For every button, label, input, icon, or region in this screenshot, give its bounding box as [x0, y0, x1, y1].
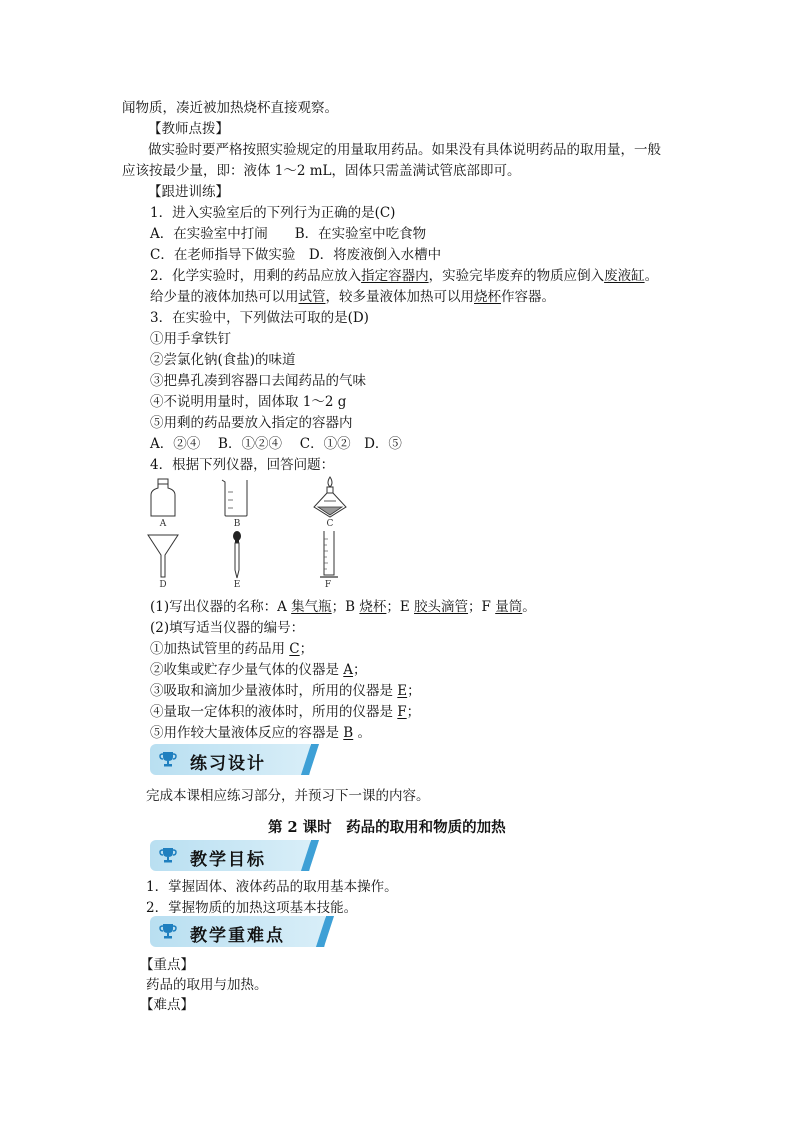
text-line: 应该按最少量，即：液体 1～2 mL，固体只需盖满试管底部即可。 — [122, 163, 521, 179]
key-points-text: 药品的取用与加热。 — [146, 977, 268, 993]
list-item: ②收集或贮存少量气体的仪器是 A； — [150, 662, 367, 678]
list-item: ⑤用作较大量液体反应的容器是 B 。 — [150, 725, 372, 741]
beaker-figure — [220, 478, 252, 518]
figure-label-c: C — [326, 519, 334, 529]
section-banner-keys — [150, 916, 325, 947]
list-item: ④不说明用量时，固体取 1～2 g — [150, 394, 347, 410]
question-4: 4．根据下列仪器，回答问题： — [150, 457, 335, 473]
answer-blank: 量筒 — [495, 599, 523, 615]
section-title: 练习设计 — [190, 754, 266, 774]
answer-blank: F — [397, 704, 407, 720]
funnel-figure — [146, 533, 180, 579]
dropper-figure — [231, 530, 243, 580]
list-item: ①用手拿铁钉 — [150, 331, 231, 347]
figure-label-f: F — [324, 580, 332, 590]
answer-blank: A — [343, 662, 354, 678]
text-line: 完成本课相应练习部分，并预习下一课的内容。 — [146, 788, 430, 804]
answer-blank: 集气瓶 — [291, 599, 332, 615]
text-line: 闻物质，凑近被加热烧杯直接观察。 — [122, 100, 338, 116]
gas-bottle-figure — [148, 478, 178, 518]
section-banner-goals — [150, 840, 310, 871]
question-1: 1．进入实验室后的下列行为正确的是(C) — [150, 205, 396, 221]
answer-blank: 试管 — [298, 289, 326, 305]
answer-blank: 废液缸 — [604, 268, 645, 284]
question-1-options: A．在实验室中打闹 B．在实验室中吃食物 — [150, 226, 427, 242]
section-title: 教学重难点 — [190, 926, 285, 946]
section-banner-practice — [150, 744, 310, 775]
question-3: 3．在实验中，下列做法可取的是(D) — [150, 310, 369, 326]
figure-label-d: D — [159, 580, 167, 590]
answer-blank: 烧杯 — [359, 599, 387, 615]
question-3-options: A．②④ B．①②④ C．①② D．⑤ — [150, 436, 402, 452]
answer-blank: 烧杯 — [474, 289, 501, 305]
teacher-tip-heading: 【教师点拨】 — [148, 121, 229, 137]
list-item: ①加热试管里的药品用 C； — [150, 641, 314, 657]
goal-item: 1．掌握固体、液体药品的取用基本操作。 — [146, 879, 398, 895]
trophy-icon — [158, 845, 178, 865]
answer-blank: 指定容器内 — [361, 268, 429, 284]
lesson-title: 第 2 课时 药品的取用和物质的加热 — [268, 819, 506, 836]
figure-label-e: E — [233, 580, 241, 590]
figure-label-b: B — [233, 519, 241, 529]
list-item: ③吸取和滴加少量液体时，所用的仪器是 E； — [150, 683, 421, 699]
section-title: 教学目标 — [190, 850, 266, 870]
trophy-icon — [158, 749, 178, 769]
answer-blank: 胶头滴管 — [414, 599, 469, 615]
graduated-cylinder-figure — [318, 529, 340, 581]
practice-heading: 【跟进训练】 — [148, 184, 229, 200]
difficulty-label: 【难点】 — [140, 997, 194, 1013]
goal-item: 2．掌握物质的加热这项基本技能。 — [146, 900, 358, 916]
trophy-icon — [158, 921, 178, 941]
answer-blank: B — [343, 725, 354, 741]
question-4-part-2: (2)填写适当仪器的编号： — [150, 620, 305, 636]
question-2: 2．化学实验时，用剩的药品应放入指定容器内，实验完毕废弃的物质应倒入废液缸。 — [150, 268, 659, 284]
list-item: ④量取一定体积的液体时，所用的仪器是 F； — [150, 704, 421, 720]
answer-blank: E — [397, 683, 408, 699]
question-2-cont: 给少量的液体加热可以用试管，较多量液体加热可以用烧杯作容器。 — [150, 289, 555, 305]
list-item: ③把鼻孔凑到容器口去闻药品的气味 — [150, 373, 366, 389]
answer-blank: C — [289, 641, 300, 657]
list-item: ⑤用剩的药品要放入指定的容器内 — [150, 415, 353, 431]
alcohol-lamp-figure — [310, 475, 350, 519]
list-item: ②尝氯化钠(食盐)的味道 — [150, 352, 296, 368]
question-4-part-1: (1)写出仪器的名称：A 集气瓶；B 烧杯；E 胶头滴管；F 量筒。 — [150, 599, 536, 615]
figure-label-a: A — [159, 519, 167, 529]
key-points-label: 【重点】 — [140, 957, 194, 973]
text-line: 做实验时要严格按照实验规定的用量取用药品。如果没有具体说明药品的取用量，一般 — [148, 142, 661, 158]
question-1-options: C．在老师指导下做实验 D．将废液倒入水槽中 — [150, 247, 442, 263]
